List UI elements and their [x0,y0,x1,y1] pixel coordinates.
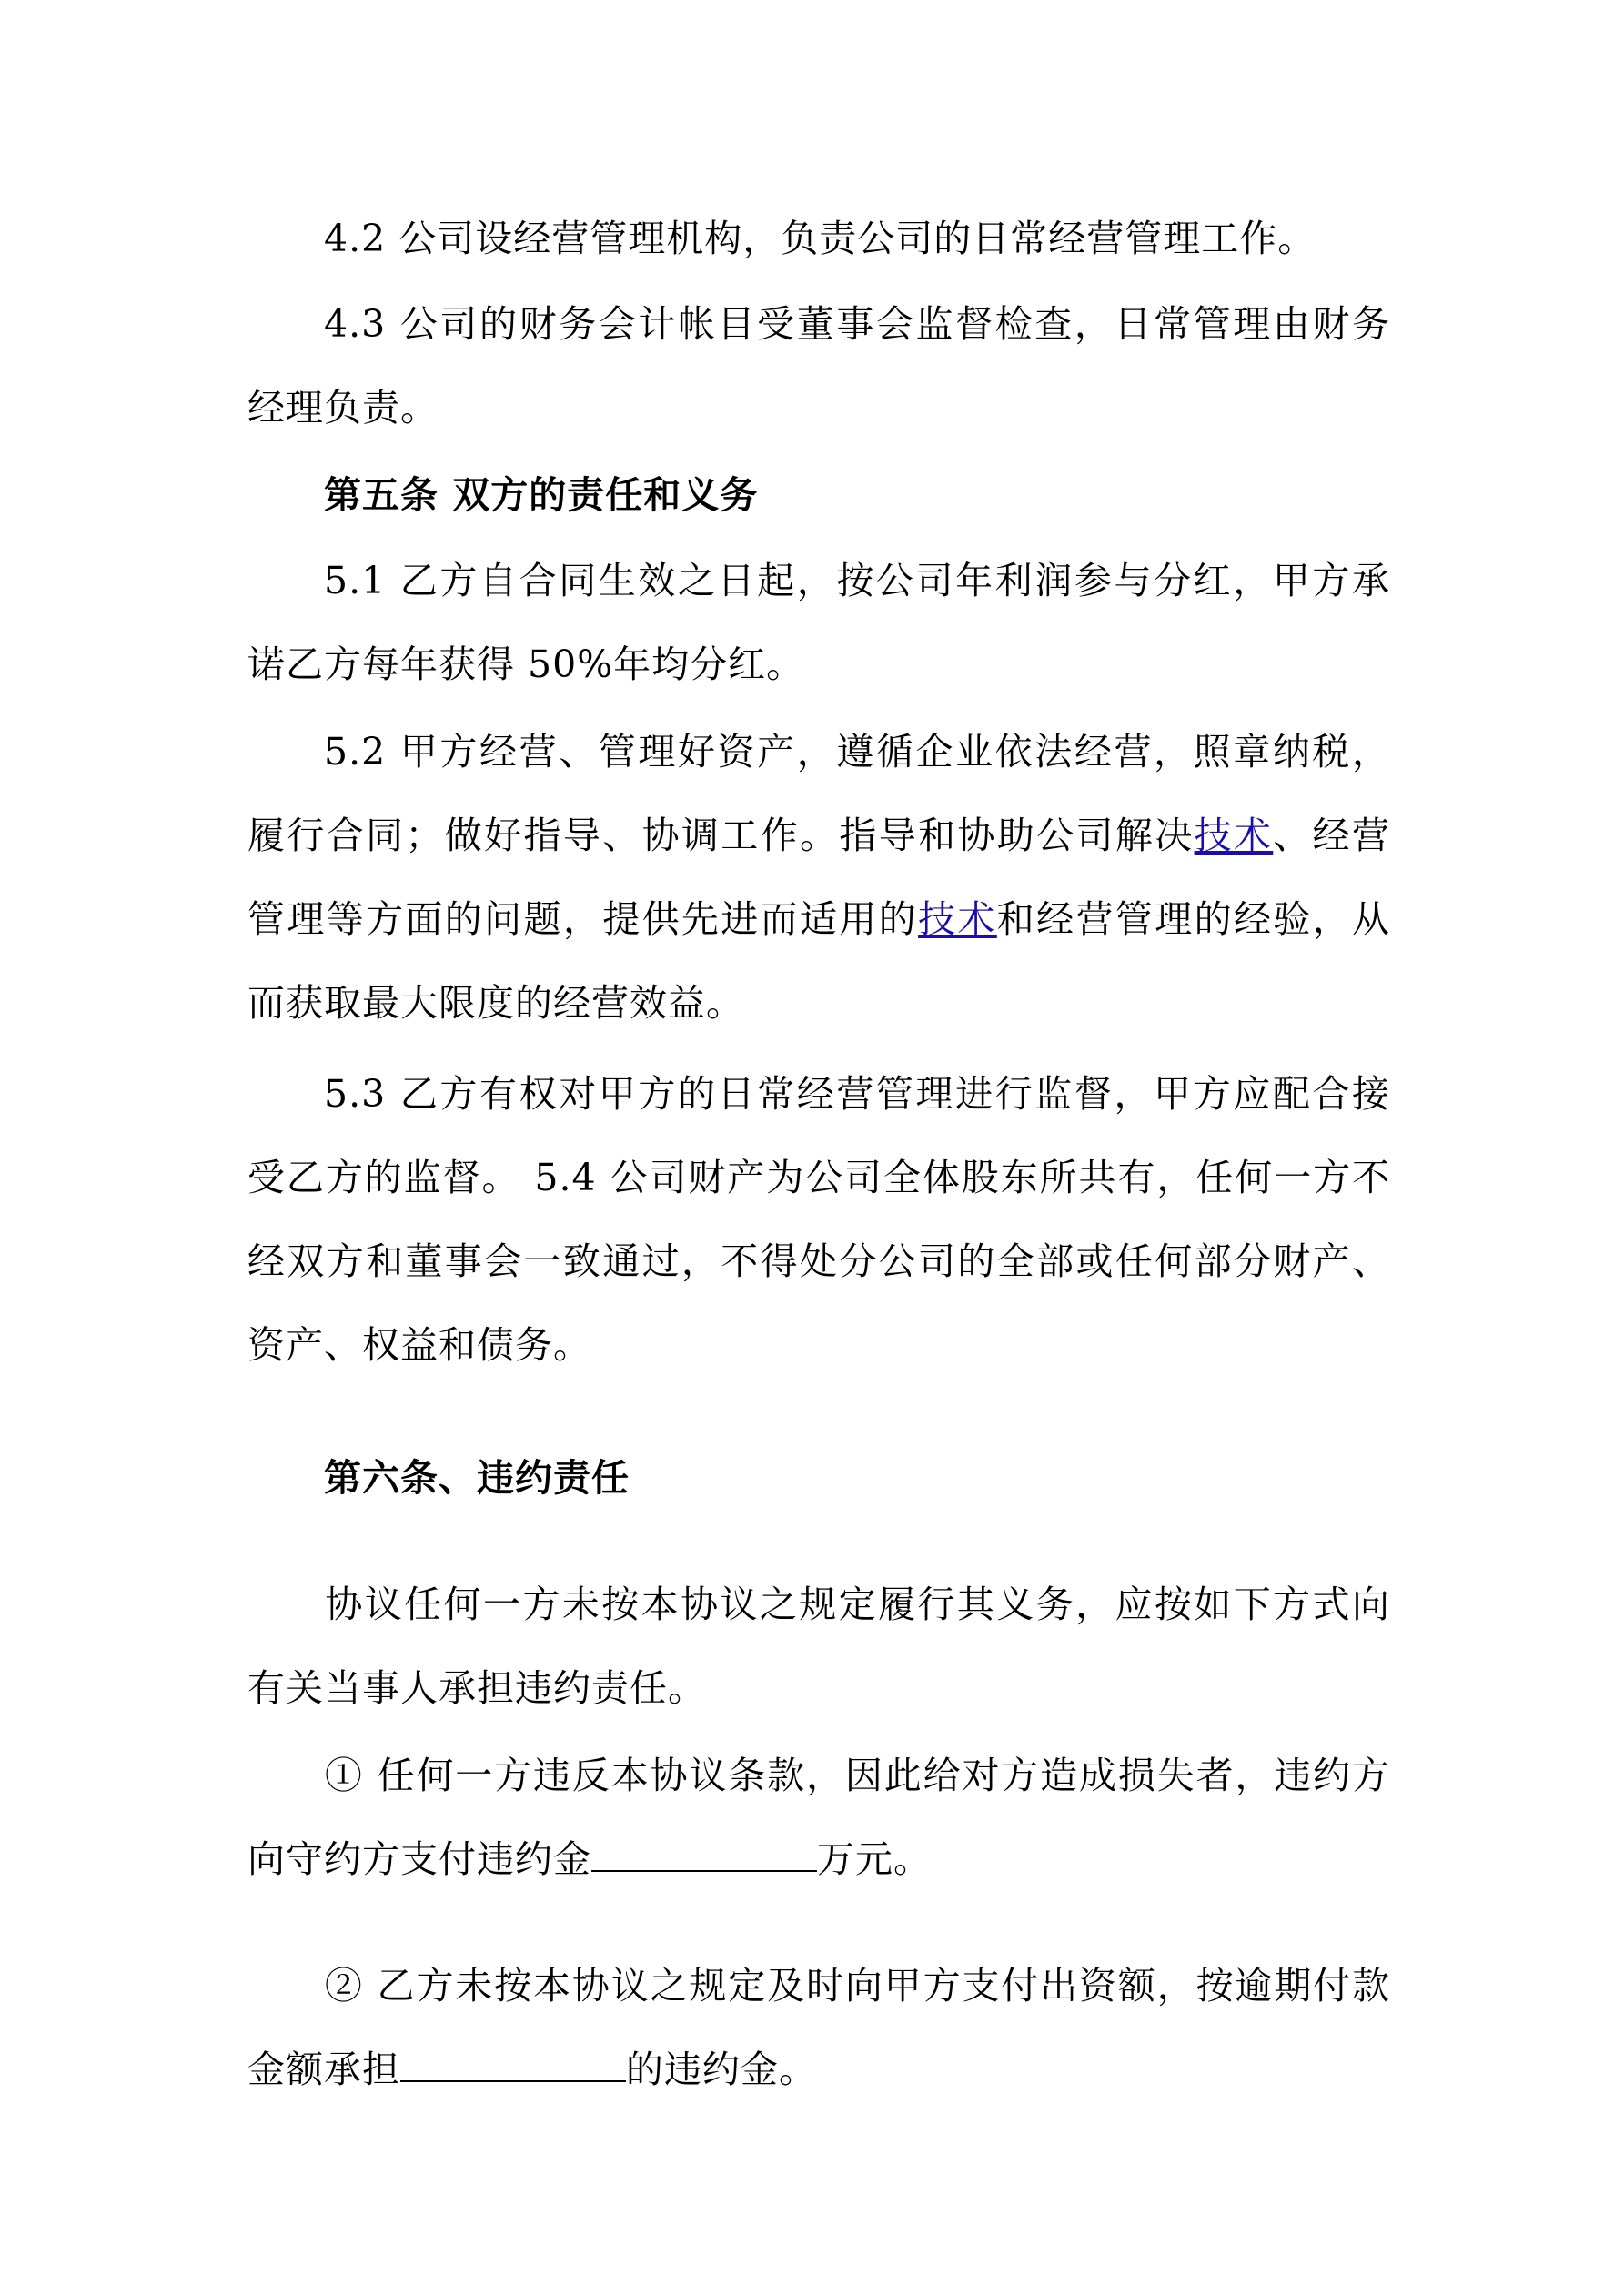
penalty-amount-blank [591,1841,817,1872]
penalty-rate-blank [400,2051,626,2082]
article-6-heading: 第六条、违约责任 [324,1456,630,1500]
clause-5-1: 5.1 乙方自合同生效之日起，按公司年利润参与分红，甲方承诺乙方每年获得 50%年均分红。 [247,559,1390,686]
clause-5-3-5-4: 5.3 乙方有权对甲方的日常经营管理进行监督，甲方应配合接受乙方的监督。 5.4 公司财产为公司全体股东所共有，任何一方不经双方和董事会一致通过，不得处分公司的全部或任何部分财产、资产、权益和债务。 [247,1072,1390,1367]
penalty-item-2: ② 乙方未按本协议之规定及时向甲方支付出资额，按逾期付款金额承担 的违约金。 [247,1964,1390,2091]
clause-5-2: 5.2 甲方经营、管理好资产，遵循企业依法经营，照章纳税，履行合同；做好指导、协调工作。指导和协助公司解决技术、经营管理等方面的问题，提供先进而适用的技术和经营管理的经验，从而获取最大限度的经营效益。 [247,730,1391,1025]
article-5-heading: 第五条 双方的责任和义务 [324,473,759,517]
article-6-intro: 协议任何一方未按本协议之规定履行其义务，应按如下方式向有关当事人承担违约责任。 [247,1583,1390,1710]
technology-link-2[interactable]: 技术 [918,897,997,941]
penalty-item-1: ① 任何一方违反本协议条款，因此给对方造成损失者，违约方向守约方支付违约金 万元。 [247,1754,1390,1881]
clause-4-3: 4.3 公司的财务会计帐目受董事会监督检查，日常管理由财务经理负责。 [247,302,1390,430]
technology-link-1[interactable]: 技术 [1194,814,1274,857]
clause-4-2: 4.2 公司设经营管理机构，负责公司的日常经营管理工作。 [324,217,1316,260]
